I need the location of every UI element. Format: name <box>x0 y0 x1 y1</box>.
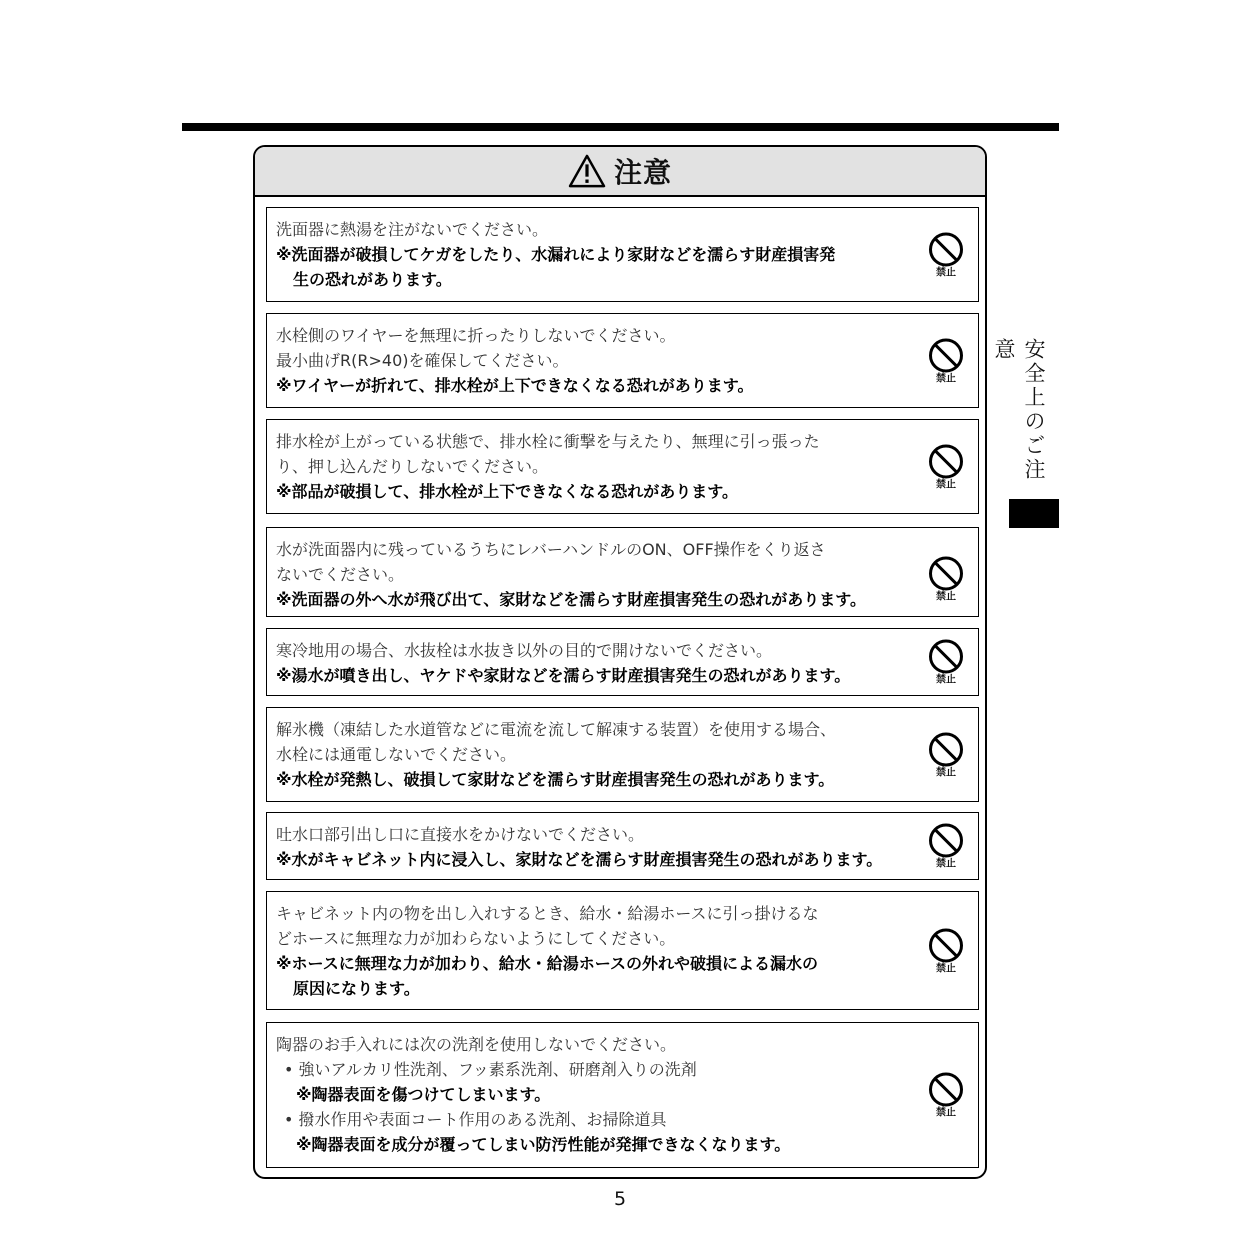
item-text <box>276 822 904 872</box>
prohibition-mark <box>926 823 966 870</box>
instruction-text: 最小曲げR(R>40)を確保してください。 <box>276 351 569 370</box>
prohibition-label: 禁止 <box>936 267 956 278</box>
prohibition-icon <box>928 823 964 859</box>
item-text <box>276 717 904 792</box>
prohibition-mark <box>926 231 966 278</box>
consequence-text: ※水栓が発熱し、破損して家財などを濡らす財産損害発生の恐れがあります。 <box>276 770 835 789</box>
section-side-tab <box>992 338 1057 498</box>
instruction-text: 水が洗面器内に残っているうちにレバーハンドルのON、OFF操作をくり返さ <box>276 540 826 559</box>
prohibition-label: 禁止 <box>936 963 956 974</box>
prohibition-mark <box>926 731 966 778</box>
prohibition-icon <box>928 927 964 963</box>
instruction-text: どホースに無理な力が加わらないようにしてください。 <box>276 929 676 948</box>
consequence-text: 生の恐れがあります。 <box>293 270 452 289</box>
prohibition-mark <box>926 337 966 384</box>
instruction-text: ないでください。 <box>276 565 405 584</box>
consequence-text: ※ワイヤーが折れて、排水栓が上下できなくなる恐れがあります。 <box>276 376 754 395</box>
consequence-text: ※洗面器が破損してケガをしたり、水漏れにより家財などを濡らす財産損害発 <box>276 245 836 264</box>
item-text <box>276 217 904 292</box>
page-number: 5 <box>613 1188 627 1210</box>
top-rule <box>182 123 1059 131</box>
side-tab-label: 安全上のご注意 <box>992 338 1046 482</box>
prohibition-label: 禁止 <box>936 479 956 490</box>
prohibition-icon <box>928 337 964 373</box>
caution-item-cleaning <box>266 1022 979 1168</box>
consequence-text: ※湯水が噴き出し、ヤケドや家財などを濡らす財産損害発生の恐れがあります。 <box>276 666 851 685</box>
instruction-text: 吐水口部引出し口に直接水をかけないでください。 <box>276 825 645 844</box>
item-text <box>276 429 904 504</box>
instruction-text: 排水栓が上がっている状態で、排水栓に衝撃を与えたり、無理に引っ張った <box>276 432 820 451</box>
item-text <box>276 901 904 1001</box>
instruction-text: 解氷機（凍結した水道管などに電流を流して解凍する装置）を使用する場合、 <box>276 720 837 739</box>
consequence-text: ※洗面器の外へ水が飛び出て、家財などを濡らす財産損害発生の恐れがあります。 <box>276 590 866 609</box>
consequence-text: ※ホースに無理な力が加わり、給水・給湯ホースの外れや破損による漏水の <box>276 954 818 973</box>
consequence-text: ※陶器表面を成分が覆ってしまい防汚性能が発揮できなくなります。 <box>296 1135 791 1154</box>
side-tab-marker <box>1009 499 1059 528</box>
caution-item-wire <box>266 313 979 408</box>
caution-header <box>255 147 985 197</box>
prohibition-label: 禁止 <box>936 1107 956 1119</box>
instruction-text: キャビネット内の物を出し入れするとき、給水・給湯ホースに引っ掛けるな <box>276 904 819 923</box>
prohibition-icon <box>928 731 964 767</box>
prohibition-icon <box>928 639 964 675</box>
instruction-text: 陶器のお手入れには次の洗剤を使用しないでください。 <box>276 1035 677 1054</box>
prohibition-icon <box>928 556 964 592</box>
prohibition-label: 禁止 <box>936 674 956 686</box>
item-text <box>276 638 904 688</box>
prohibition-mark <box>926 443 966 490</box>
prohibition-mark <box>926 1072 966 1119</box>
caution-item-spout <box>266 812 979 880</box>
caution-title: 注意 <box>613 156 672 189</box>
caution-item-hose <box>266 891 979 1010</box>
instruction-text: り、押し込んだりしないでください。 <box>276 457 549 476</box>
prohibition-label: 禁止 <box>936 591 956 603</box>
bullet-text: • 強いアルカリ性洗剤、フッ素系洗剤、研磨剤入りの洗剤 <box>284 1060 697 1079</box>
prohibition-label: 禁止 <box>936 858 956 870</box>
prohibition-mark <box>926 927 966 974</box>
caution-item-drain-plug <box>266 419 979 514</box>
consequence-text: ※陶器表面を傷つけてしまいます。 <box>296 1085 551 1104</box>
consequence-text: ※部品が破損して、排水栓が上下できなくなる恐れがあります。 <box>276 482 738 501</box>
warning-triangle-icon <box>568 154 606 188</box>
bullet-text: • 撥水作用や表面コート作用のある洗剤、お掃除道具 <box>284 1110 667 1129</box>
caution-item-drain-valve <box>266 628 979 696</box>
item-text <box>276 1032 904 1157</box>
caution-item-thawing <box>266 707 979 802</box>
prohibition-label: 禁止 <box>936 373 956 384</box>
prohibition-icon <box>928 231 964 267</box>
prohibition-label: 禁止 <box>936 767 956 778</box>
consequence-text: ※水がキャビネット内に浸入し、家財などを濡らす財産損害発生の恐れがあります。 <box>276 850 883 869</box>
prohibition-mark <box>926 556 966 603</box>
prohibition-mark <box>926 639 966 686</box>
instruction-text: 寒冷地用の場合、水抜栓は水抜き以外の目的で開けないでください。 <box>276 641 773 660</box>
item-text <box>276 537 904 612</box>
instruction-text: 水栓には通電しないでください。 <box>276 745 517 764</box>
caution-item-lever <box>266 527 979 617</box>
prohibition-icon <box>928 1072 964 1108</box>
consequence-text: 原因になります。 <box>293 979 420 998</box>
prohibition-icon <box>928 443 964 479</box>
instruction-text: 洗面器に熱湯を注がないでください。 <box>276 220 549 239</box>
caution-item-hot-water <box>266 207 979 302</box>
instruction-text: 水栓側のワイヤーを無理に折ったりしないでください。 <box>276 326 676 345</box>
item-text <box>276 323 904 398</box>
